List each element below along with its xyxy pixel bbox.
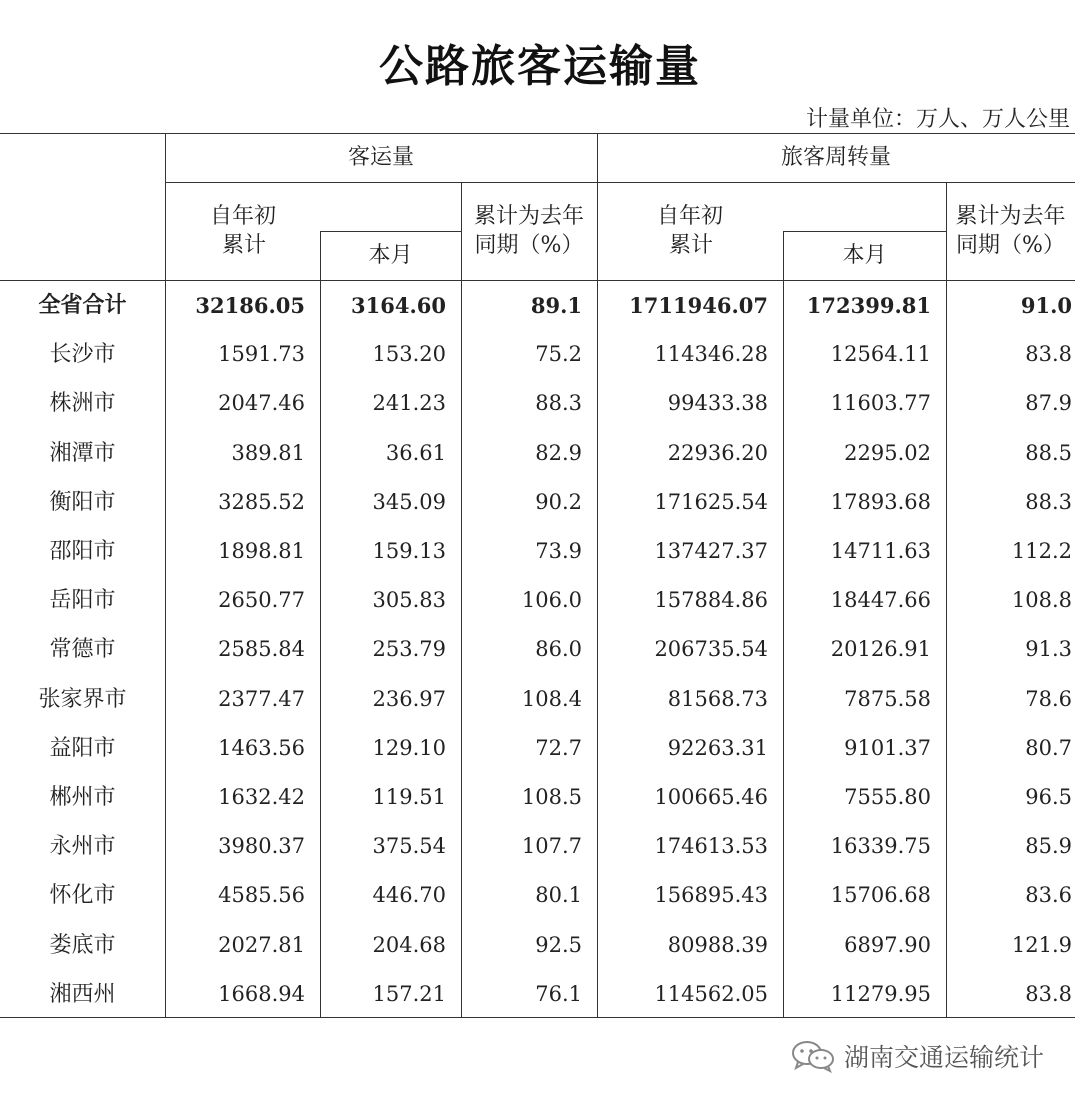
pt-ytd-value: 157884.86 [654,588,768,613]
header-passenger-turnover: 旅客周转量 [780,145,891,170]
pv-ytd-value: 4585.56 [218,883,305,908]
pv-ratio-value: 108.5 [521,785,582,809]
pv-ratio-value: 75.2 [535,342,582,367]
pv-ytd-value: 2650.77 [218,588,305,613]
pt-ratio-value: 87.9 [1025,391,1072,416]
unit-label: 计量单位：万人、万人公里 [805,107,1070,132]
header-pv-ytd-line2: 累计 [222,233,267,258]
pv-ratio-value: 92.5 [535,932,582,957]
pt-month-value: 14711.63 [830,539,931,563]
wechat-icon [790,1039,836,1073]
pv-month-value: 241.23 [372,391,446,416]
region-name: 张家界市 [38,686,127,712]
header-pv-ratio-line1: 累计为去年 [473,204,584,229]
pt-month-value: 172399.81 [806,293,931,318]
pv-month-value: 204.68 [372,932,446,957]
region-name: 常德市 [49,637,116,663]
table-top-rule [0,133,1075,134]
pv-month-value: 375.54 [372,834,446,859]
region-name: 娄底市 [49,932,116,958]
subheader-rule-2 [783,231,946,232]
watermark-text: 湖南交通运输统计 [843,1043,1044,1072]
pt-month-value: 2295.02 [844,440,931,465]
pt-ytd-value: 171625.54 [654,489,768,514]
region-name: 岳阳市 [49,588,116,614]
pt-ytd-value: 1711946.07 [629,293,768,318]
pv-ytd-value: 1463.56 [218,735,305,760]
pt-ratio-value: 78.6 [1025,686,1072,711]
pv-ratio-value: 80.1 [535,883,582,908]
pt-ytd-value: 100665.46 [654,785,768,809]
pt-ytd-value: 80988.39 [667,932,768,957]
region-name: 长沙市 [49,342,116,368]
pt-ratio-value: 83.8 [1025,981,1072,1006]
pv-ratio-value: 86.0 [535,637,582,662]
subheader-rule-1 [320,231,461,232]
pt-month-value: 11279.95 [830,981,931,1006]
pv-month-value: 236.97 [372,686,446,711]
region-name: 郴州市 [49,785,116,810]
pv-ytd-value: 1591.73 [218,342,305,367]
pv-ratio-value: 89.1 [530,293,582,318]
pt-ratio-value: 108.8 [1011,588,1072,613]
pt-ratio-value: 91.0 [1020,293,1072,318]
pt-ytd-value: 99433.38 [667,391,768,416]
watermark [790,1038,1044,1074]
pv-month-value: 159.13 [372,539,446,563]
header-pt-ratio-line2: 同期（%） [956,233,1065,258]
pt-ytd-value: 156895.43 [654,883,768,908]
pt-ratio-value: 85.9 [1025,834,1072,859]
header-pv-month: 本月 [368,243,413,268]
pt-month-value: 17893.68 [830,489,931,514]
pt-ytd-value: 137427.37 [654,539,768,563]
pt-ratio-value: 83.8 [1025,342,1072,367]
pv-ytd-value: 2377.47 [218,686,305,711]
pt-month-value: 11603.77 [830,391,931,416]
pt-ratio-value: 96.5 [1025,785,1072,809]
pv-ratio-value: 76.1 [535,981,582,1006]
pv-month-value: 446.70 [372,883,446,908]
pt-ratio-value: 80.7 [1025,735,1072,760]
pv-ytd-value: 389.81 [231,440,305,465]
pt-ratio-value: 112.2 [1011,539,1072,563]
pv-ratio-value: 72.7 [535,735,582,760]
pt-ratio-value: 88.5 [1025,440,1072,465]
header-passenger-volume: 客运量 [347,145,414,170]
header-pt-ytd-line2: 累计 [669,233,714,258]
pv-ratio-value: 107.7 [521,834,582,859]
group-header-rule [165,182,1075,183]
region-name: 衡阳市 [49,489,116,515]
pv-month-value: 129.10 [372,735,446,760]
pt-ytd-value: 114562.05 [654,981,768,1006]
pv-ytd-value: 3285.52 [218,489,305,514]
region-name: 永州市 [49,834,116,860]
pt-month-value: 9101.37 [844,735,931,760]
header-pt-month: 本月 [842,243,887,268]
pt-ytd-value: 174613.53 [654,834,768,859]
pv-month-value: 305.83 [372,588,446,613]
header-pt-ratio-line1: 累计为去年 [955,204,1066,229]
pv-ytd-value: 1898.81 [218,539,305,563]
pv-ytd-value: 1668.94 [218,981,305,1006]
pt-month-value: 6897.90 [844,932,931,957]
pt-ytd-value: 22936.20 [667,440,768,465]
pv-month-value: 345.09 [372,489,446,514]
pv-ytd-value: 3980.37 [218,834,305,859]
pv-ratio-value: 73.9 [535,539,582,563]
pv-month-value: 3164.60 [351,293,446,318]
header-pt-ytd-line1: 自年初 [657,204,724,229]
pt-ratio-value: 83.6 [1025,883,1072,908]
region-name: 怀化市 [49,883,116,909]
pt-ratio-value: 121.9 [1011,932,1072,957]
pv-ytd-value: 1632.42 [218,785,305,809]
pv-ytd-value: 2585.84 [218,637,305,662]
pv-month-value: 253.79 [372,637,446,662]
page-title: 公路旅客运输量 [379,41,701,92]
pv-ratio-value: 90.2 [535,489,582,514]
region-name: 全省合计 [38,292,127,318]
pt-month-value: 18447.66 [830,588,931,613]
header-pv-ytd-line1: 自年初 [210,204,277,229]
pv-ytd-value: 32186.05 [195,293,305,318]
region-name: 益阳市 [49,735,116,761]
pt-ratio-value: 88.3 [1025,489,1072,514]
pv-month-value: 119.51 [372,785,446,809]
pv-month-value: 153.20 [372,342,446,367]
pt-ytd-value: 114346.28 [654,342,768,367]
region-name: 湘西州 [49,981,116,1007]
pv-ratio-value: 88.3 [535,391,582,416]
pv-ytd-value: 2047.46 [218,391,305,416]
region-name: 湘潭市 [49,440,116,466]
region-name: 邵阳市 [49,539,116,564]
pt-ytd-value: 206735.54 [654,637,768,662]
pt-ytd-value: 81568.73 [667,686,768,711]
pt-month-value: 15706.68 [830,883,931,908]
region-name: 株洲市 [49,391,116,417]
pv-ratio-value: 106.0 [521,588,582,613]
pt-ratio-value: 91.3 [1025,637,1072,662]
pt-month-value: 16339.75 [830,834,931,859]
pt-month-value: 20126.91 [830,637,931,662]
pv-ratio-value: 82.9 [535,440,582,465]
pt-month-value: 12564.11 [830,342,931,367]
pt-ytd-value: 92263.31 [667,735,768,760]
pv-ratio-value: 108.4 [521,686,582,711]
pt-month-value: 7555.80 [844,785,931,809]
pt-month-value: 7875.58 [844,686,931,711]
pv-month-value: 157.21 [372,981,446,1006]
pv-ytd-value: 2027.81 [218,932,305,957]
pv-month-value: 36.61 [385,440,446,465]
header-pv-ratio-line2: 同期（%） [474,233,584,258]
